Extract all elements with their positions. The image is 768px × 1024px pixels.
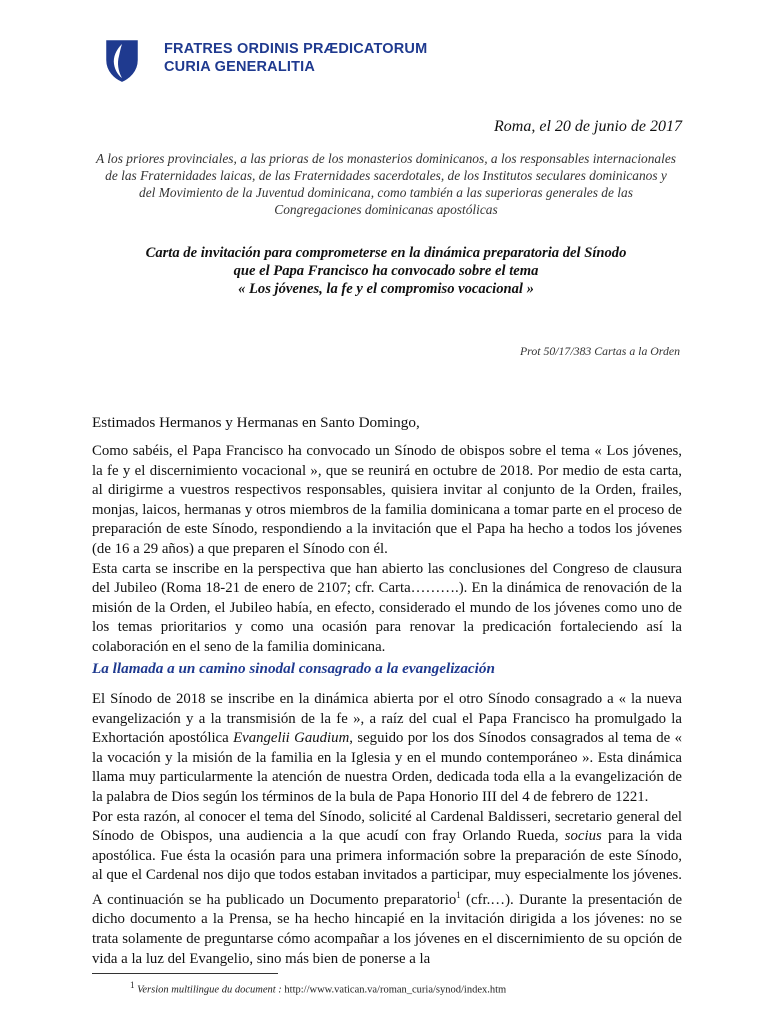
p3-text: El Sínodo de 2018 se inscribe en la dinámica abierta por el otro Sínodo consagrado a « la nueva evangelización y a la transmisión de la fe », a raíz del cual el Papa Francisco ha promulgado la Exhortación apostólica: [92, 691, 682, 747]
footnote-label: Version multilingue du document :: [137, 984, 282, 996]
protocol-number: Prot 50/17/383 Cartas a la Orden: [519, 344, 680, 358]
footnote: [130, 980, 506, 996]
org-line-2: CURIA GENERALITIA: [164, 59, 316, 75]
org-line-1: FRATRES ORDINIS PRÆDICATORUM: [164, 41, 428, 57]
intro-section: [92, 442, 682, 658]
p3-text-rest: , seguido por los dos Sínodos consagrados al tema de « la vocación y la misión de la familia en la Iglesia y en el mundo contemporáneo ». Esta dinámica llama muy particularmente la atención de nuestra Orden, dedicada toda ella a la evangelización de la palabra de Dios según los términos de la bula de Papa Honorio III del 4 de febrero de 1221.: [92, 730, 683, 805]
addressees: A los priores provinciales, a las prioras de los monasterios dominicanos, a los responsables internacionales de las Fraternidades laicas, de las Fraternidades sacerdotales, de los Institutos seculares dominicanos y del Movimiento de la Juventud dominicana, como también a las superioras generales de las Congregaciones dominicanas apostólicas: [96, 151, 677, 217]
footnote-url[interactable]: http://www.vatican.va/roman_curia/synod/index.htm: [284, 984, 507, 996]
socius-term: socius: [564, 828, 602, 845]
subject-line-1: Carta de invitación para comprometerse en la dinámica preparatoria del Sínodo: [145, 245, 627, 261]
paragraph-3: [92, 690, 682, 808]
evangelii-gaudium-title: Evangelii Gaudium: [233, 730, 350, 747]
p4-text-end: (cfr.…). Durante la presentación de dicho documento a la Prensa, se ha hecho hincapié en la invitación dirigida a los jóvenes: no se trata solamente de preguntarse cómo acompañar a los jóvenes en el discernimiento de su opción de vida a la luz del Evangelio, sino más bien de ponerse a la: [92, 891, 683, 967]
paragraph-1: Como sabéis, el Papa Francisco ha convocado un Sínodo de obispos sobre el tema « Los jóvenes, la fe y el discernimiento vocacional », que se reunirá en octubre de 2018. Por medio de esta carta, al dirigirme a vuestros respectivos responsables, quisiera invitar al conjunto de la Orden, frailes, monjas, laicos, hermanas y otros miembros de la familia dominicana a tomar parte en el proceso de preparación de este Sínodo, respondiendo a la invitación que el Papa ha hecho a todos los jóvenes (de 16 a 29 años) a que preparen el Sínodo con él.: [92, 443, 682, 557]
p4-text-start: Por esta razón, al conocer el tema del Sínodo, solicité al Cardenal Baldisseri, secretario general del Sínodo de Obispos, una audiencia a la que acudí con fray Orlando Rueda,: [92, 808, 682, 845]
footnote-ref[interactable]: 1: [456, 889, 461, 900]
dominican-shield-logo: [106, 40, 138, 82]
paragraph-4: [92, 808, 682, 970]
synod-section: [92, 690, 682, 969]
letter-subject: [96, 244, 676, 298]
p4-text-mid: para la vida apostólica. Fue ésta la ocasión para una primera información sobre la preparación de este Sínodo, al que el Cardenal nos dijo que todos estaban invitados a participar, muy especialmente los jóvenes. A continuación se ha publicado un Documento preparatorio: [92, 828, 683, 908]
organization-name: [164, 40, 427, 76]
paragraph-2: Esta carta se inscribe en la perspectiva que han abierto las conclusiones del Congreso de clausura del Jubileo (Roma 18-21 de enero de 2107; cfr. Carta……….). En la dinámica de renovación de la misión de la Orden, el Jubileo había, en efecto, considerado el mundo de los jóvenes como uno de los temas prioritarios y como una ocasión para renovar la predicación fortaleciendo así la colaboración en el seno de la familia dominicana.: [92, 560, 682, 655]
section-heading: La llamada a un camino sinodal consagrado a la evangelización: [92, 660, 495, 677]
letterhead: [106, 40, 427, 82]
subject-line-3: « Los jóvenes, la fe y el compromiso vocacional »: [238, 281, 534, 297]
footnote-divider: [92, 973, 278, 974]
salutation: Estimados Hermanos y Hermanas en Santo Domingo,: [92, 414, 420, 431]
footnote-number: 1: [130, 980, 135, 990]
subject-line-2: que el Papa Francisco ha convocado sobre el tema: [233, 263, 539, 279]
letter-date: Roma, el 20 de junio de 2017: [494, 118, 682, 135]
